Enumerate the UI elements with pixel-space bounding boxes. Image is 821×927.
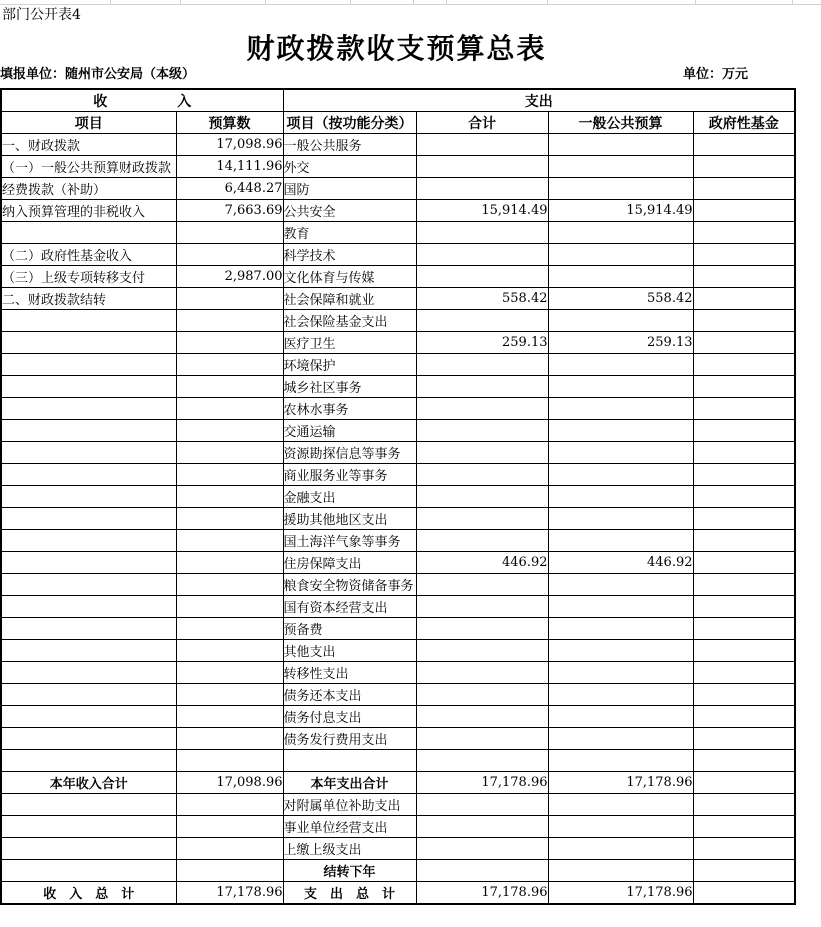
- expense-total-cell: [416, 706, 548, 728]
- expense-general-budget-cell: [548, 794, 693, 816]
- expense-total-cell: [416, 860, 548, 882]
- income-budget-amount-cell: [176, 442, 283, 464]
- expense-gov-fund-cell: [693, 266, 795, 288]
- expense-total-cell: 259.13: [416, 332, 548, 354]
- expense-general-budget-cell: [548, 266, 693, 288]
- income-budget-amount-cell: 17,178.96: [176, 882, 283, 905]
- income-budget-amount-cell: [176, 618, 283, 640]
- gridline-tick: [413, 0, 414, 4]
- expense-total-cell: [416, 222, 548, 244]
- expense-gov-fund-cell: [693, 376, 795, 398]
- expense-total-cell: [416, 640, 548, 662]
- expense-general-budget-cell: [548, 398, 693, 420]
- expense-general-budget-cell: [548, 134, 693, 156]
- income-item-cell: [1, 442, 176, 464]
- income-budget-amount-cell: [176, 530, 283, 552]
- expense-item-cell: 社会保障和就业: [283, 288, 416, 310]
- page-title: 财政拨款收支预算总表: [246, 32, 547, 65]
- expense-gov-fund-cell: [693, 442, 795, 464]
- table-row: [1, 222, 795, 244]
- table-row: [1, 266, 795, 288]
- expense-gov-fund-cell: [693, 486, 795, 508]
- expense-item-cell: 粮食安全物资储备事务: [283, 574, 416, 596]
- expense-gov-fund-cell: [693, 420, 795, 442]
- income-budget-amount-cell: [176, 464, 283, 486]
- expense-item-cell: 上缴上级支出: [283, 838, 416, 860]
- expense-general-budget-cell: 15,914.49: [548, 200, 693, 222]
- income-budget-amount-cell: [176, 486, 283, 508]
- table-row: [1, 750, 795, 772]
- table-row: [1, 618, 795, 640]
- expense-general-budget-cell: [548, 750, 693, 772]
- gridline-tick: [695, 0, 696, 4]
- table-row: [1, 442, 795, 464]
- expense-general-budget-cell: [548, 354, 693, 376]
- expense-general-budget-cell: 446.92: [548, 552, 693, 574]
- expense-general-budget-cell: [548, 486, 693, 508]
- expense-general-budget-cell: 558.42: [548, 288, 693, 310]
- expense-gov-fund-cell: [693, 552, 795, 574]
- expense-total-cell: [416, 420, 548, 442]
- group-header-row: [1, 89, 795, 112]
- income-item-cell: [1, 728, 176, 750]
- expense-gov-fund-cell: [693, 244, 795, 266]
- income-budget-amount-cell: 6,448.27: [176, 178, 283, 200]
- expense-total-cell: [416, 574, 548, 596]
- income-item-cell: [1, 420, 176, 442]
- expense-gov-fund-cell: [693, 596, 795, 618]
- expense-item-cell: 社会保险基金支出: [283, 310, 416, 332]
- expense-general-budget-cell: [548, 838, 693, 860]
- income-budget-amount-cell: 17,098.96: [176, 134, 283, 156]
- expense-total-cell: [416, 530, 548, 552]
- col-header-general-public-budget: 一般公共预算: [548, 112, 693, 134]
- expense-item-cell: 结转下年: [283, 860, 416, 882]
- table-row: [1, 574, 795, 596]
- expense-general-budget-cell: [548, 310, 693, 332]
- table-row: [1, 552, 795, 574]
- income-budget-amount-cell: [176, 574, 283, 596]
- expense-general-budget-cell: [548, 222, 693, 244]
- expense-general-budget-cell: [548, 640, 693, 662]
- income-item-cell: （一）一般公共预算财政拨款: [1, 156, 176, 178]
- income-item-cell: 本年收入合计: [1, 772, 176, 794]
- expense-item-cell: 外交: [283, 156, 416, 178]
- expense-general-budget-cell: 17,178.96: [548, 772, 693, 794]
- income-item-cell: 经费拨款（补助）: [1, 178, 176, 200]
- income-budget-amount-cell: [176, 728, 283, 750]
- income-item-cell: （二）政府性基金收入: [1, 244, 176, 266]
- gridline-tick: [446, 0, 447, 4]
- expense-gov-fund-cell: [693, 134, 795, 156]
- expense-gov-fund-cell: [693, 816, 795, 838]
- expense-total-cell: [416, 376, 548, 398]
- expense-general-budget-cell: [548, 662, 693, 684]
- income-item-cell: [1, 816, 176, 838]
- table-row: [1, 354, 795, 376]
- table-row: [1, 310, 795, 332]
- table-row: [1, 398, 795, 420]
- income-budget-amount-cell: [176, 398, 283, 420]
- expense-item-cell: 对附属单位补助支出: [283, 794, 416, 816]
- income-budget-amount-cell: [176, 288, 283, 310]
- expense-general-budget-cell: 259.13: [548, 332, 693, 354]
- expense-item-cell: 教育: [283, 222, 416, 244]
- expense-item-cell: 资源勘探信息等事务: [283, 442, 416, 464]
- expense-gov-fund-cell: [693, 860, 795, 882]
- expense-total-cell: [416, 398, 548, 420]
- expense-total-cell: [416, 310, 548, 332]
- col-header-budget-amount: 预算数: [176, 112, 283, 134]
- income-item-cell: [1, 354, 176, 376]
- expense-item-cell: 事业单位经营支出: [283, 816, 416, 838]
- expense-general-budget-cell: [548, 706, 693, 728]
- expense-gov-fund-cell: [693, 530, 795, 552]
- expense-total-cell: [416, 618, 548, 640]
- gridline-tick: [547, 0, 548, 4]
- expense-general-budget-cell: [548, 376, 693, 398]
- table-row: [1, 530, 795, 552]
- expense-total-cell: [416, 354, 548, 376]
- expense-total-cell: [416, 486, 548, 508]
- expense-total-cell: 17,178.96: [416, 772, 548, 794]
- expense-general-budget-cell: [548, 574, 693, 596]
- reporting-unit-label: 填报单位：随州市公安局（本级）: [0, 67, 196, 82]
- expense-item-cell: 国有资本经营支出: [283, 596, 416, 618]
- table-row: [1, 134, 795, 156]
- table-row: [1, 288, 795, 310]
- income-item-cell: [1, 486, 176, 508]
- income-budget-amount-cell: [176, 222, 283, 244]
- income-budget-amount-cell: [176, 640, 283, 662]
- income-item-cell: [1, 640, 176, 662]
- expense-item-cell: 国土海洋气象等事务: [283, 530, 416, 552]
- expense-item-cell: 债务发行费用支出: [283, 728, 416, 750]
- income-budget-amount-cell: 14,111.96: [176, 156, 283, 178]
- expense-item-cell: 城乡社区事务: [283, 376, 416, 398]
- expense-general-budget-cell: [548, 244, 693, 266]
- income-budget-amount-cell: [176, 376, 283, 398]
- expense-total-cell: [416, 464, 548, 486]
- meta-row: [0, 66, 793, 84]
- income-budget-amount-cell: [176, 552, 283, 574]
- expense-gov-fund-cell: [693, 178, 795, 200]
- expense-general-budget-cell: [548, 464, 693, 486]
- expense-gov-fund-cell: [693, 662, 795, 684]
- expense-general-budget-cell: [548, 816, 693, 838]
- expense-item-cell: 预备费: [283, 618, 416, 640]
- col-header-total: 合计: [416, 112, 548, 134]
- income-budget-amount-cell: [176, 244, 283, 266]
- expense-total-cell: [416, 838, 548, 860]
- expense-gov-fund-cell: [693, 750, 795, 772]
- income-item-cell: （三）上级专项转移支付: [1, 266, 176, 288]
- income-budget-amount-cell: [176, 310, 283, 332]
- expense-total-cell: [416, 596, 548, 618]
- column-header-row: [1, 112, 795, 134]
- expense-total-cell: [416, 794, 548, 816]
- expense-gov-fund-cell: [693, 838, 795, 860]
- expense-item-cell: 本年支出合计: [283, 772, 416, 794]
- expense-item-cell: 支 出 总 计: [283, 882, 416, 905]
- expense-item-cell: 环境保护: [283, 354, 416, 376]
- income-budget-amount-cell: [176, 508, 283, 530]
- gridline-tick: [792, 0, 793, 4]
- table-row: [1, 882, 795, 905]
- income-budget-amount-cell: [176, 816, 283, 838]
- expense-general-budget-cell: [548, 596, 693, 618]
- budget-table: [0, 88, 796, 905]
- expense-total-cell: [416, 750, 548, 772]
- income-item-cell: [1, 838, 176, 860]
- expense-total-cell: 558.42: [416, 288, 548, 310]
- expense-gov-fund-cell: [693, 464, 795, 486]
- gridline-tick: [265, 0, 266, 4]
- expense-item-cell: 国防: [283, 178, 416, 200]
- table-row: [1, 508, 795, 530]
- income-item-cell: [1, 376, 176, 398]
- income-budget-amount-cell: [176, 750, 283, 772]
- income-budget-amount-cell: [176, 860, 283, 882]
- table-row: [1, 486, 795, 508]
- expense-item-cell: 转移性支出: [283, 662, 416, 684]
- income-budget-amount-cell: 17,098.96: [176, 772, 283, 794]
- expense-item-cell: 文化体育与传媒: [283, 266, 416, 288]
- expense-item-cell: 住房保障支出: [283, 552, 416, 574]
- expense-total-cell: [416, 244, 548, 266]
- income-budget-amount-cell: [176, 420, 283, 442]
- expense-general-budget-cell: [548, 530, 693, 552]
- expense-gov-fund-cell: [693, 222, 795, 244]
- income-item-cell: [1, 398, 176, 420]
- income-budget-amount-cell: [176, 838, 283, 860]
- income-item-cell: [1, 706, 176, 728]
- table-row: [1, 332, 795, 354]
- income-item-cell: [1, 662, 176, 684]
- table-row: [1, 728, 795, 750]
- table-row: [1, 860, 795, 882]
- income-item-cell: [1, 310, 176, 332]
- table-row: [1, 794, 795, 816]
- table-row: [1, 684, 795, 706]
- expense-gov-fund-cell: [693, 156, 795, 178]
- income-item-cell: [1, 750, 176, 772]
- table-row: [1, 640, 795, 662]
- income-budget-amount-cell: 7,663.69: [176, 200, 283, 222]
- income-group-header: 收 入: [1, 89, 283, 112]
- expense-total-cell: [416, 156, 548, 178]
- income-item-cell: [1, 222, 176, 244]
- expense-total-cell: [416, 684, 548, 706]
- expense-gov-fund-cell: [693, 794, 795, 816]
- income-budget-amount-cell: [176, 596, 283, 618]
- expense-item-cell: 农林水事务: [283, 398, 416, 420]
- income-budget-amount-cell: [176, 684, 283, 706]
- table-row: [1, 838, 795, 860]
- income-budget-amount-cell: 2,987.00: [176, 266, 283, 288]
- expense-total-cell: [416, 134, 548, 156]
- expense-group-header: 支出: [283, 89, 795, 112]
- gridline-remnant-horizontal: [0, 4, 821, 5]
- income-item-cell: [1, 574, 176, 596]
- expense-total-cell: [416, 662, 548, 684]
- expense-gov-fund-cell: [693, 200, 795, 222]
- income-budget-amount-cell: [176, 332, 283, 354]
- expense-general-budget-cell: [548, 156, 693, 178]
- income-item-cell: [1, 552, 176, 574]
- income-budget-amount-cell: [176, 354, 283, 376]
- table-row: [1, 464, 795, 486]
- expense-total-cell: [416, 442, 548, 464]
- expense-item-cell: 金融支出: [283, 486, 416, 508]
- income-item-cell: [1, 618, 176, 640]
- income-item-cell: [1, 684, 176, 706]
- table-row: [1, 420, 795, 442]
- expense-item-cell: 其他支出: [283, 640, 416, 662]
- expense-item-cell: 交通运输: [283, 420, 416, 442]
- income-item-cell: [1, 464, 176, 486]
- expense-general-budget-cell: [548, 618, 693, 640]
- gridline-tick: [180, 0, 181, 4]
- table-number-label: 部门公开表4: [2, 7, 81, 23]
- income-item-cell: [1, 596, 176, 618]
- expense-gov-fund-cell: [693, 618, 795, 640]
- expense-item-cell: 商业服务业等事务: [283, 464, 416, 486]
- table-row: [1, 596, 795, 618]
- expense-general-budget-cell: [548, 728, 693, 750]
- expense-total-cell: 446.92: [416, 552, 548, 574]
- table-row: [1, 816, 795, 838]
- expense-gov-fund-cell: [693, 310, 795, 332]
- expense-item-cell: [283, 750, 416, 772]
- expense-gov-fund-cell: [693, 332, 795, 354]
- expense-gov-fund-cell: [693, 288, 795, 310]
- income-item-cell: [1, 332, 176, 354]
- income-item-cell: [1, 530, 176, 552]
- expense-gov-fund-cell: [693, 508, 795, 530]
- expense-gov-fund-cell: [693, 574, 795, 596]
- expense-general-budget-cell: [548, 420, 693, 442]
- expense-general-budget-cell: [548, 508, 693, 530]
- expense-gov-fund-cell: [693, 728, 795, 750]
- income-item-cell: [1, 508, 176, 530]
- table-row: [1, 772, 795, 794]
- expense-general-budget-cell: [548, 442, 693, 464]
- expense-general-budget-cell: 17,178.96: [548, 882, 693, 905]
- gridline-tick: [110, 0, 111, 4]
- expense-item-cell: 援助其他地区支出: [283, 508, 416, 530]
- expense-gov-fund-cell: [693, 684, 795, 706]
- unit-note-label: 单位：万元: [682, 67, 748, 82]
- expense-gov-fund-cell: [693, 354, 795, 376]
- expense-total-cell: 15,914.49: [416, 200, 548, 222]
- table-row: [1, 200, 795, 222]
- expense-item-cell: 公共安全: [283, 200, 416, 222]
- expense-gov-fund-cell: [693, 772, 795, 794]
- budget-table-body: [1, 134, 795, 905]
- income-item-cell: [1, 860, 176, 882]
- expense-gov-fund-cell: [693, 882, 795, 905]
- income-item-cell: 纳入预算管理的非税收入: [1, 200, 176, 222]
- col-header-expense-item: 项目（按功能分类）: [283, 112, 416, 134]
- income-budget-amount-cell: [176, 662, 283, 684]
- expense-gov-fund-cell: [693, 706, 795, 728]
- expense-item-cell: 科学技术: [283, 244, 416, 266]
- income-budget-amount-cell: [176, 794, 283, 816]
- expense-general-budget-cell: [548, 684, 693, 706]
- expense-total-cell: [416, 728, 548, 750]
- expense-item-cell: 一般公共服务: [283, 134, 416, 156]
- expense-item-cell: 债务还本支出: [283, 684, 416, 706]
- income-item-cell: [1, 794, 176, 816]
- income-item-cell: 一、财政拨款: [1, 134, 176, 156]
- table-row: [1, 178, 795, 200]
- expense-total-cell: [416, 508, 548, 530]
- income-item-cell: 二、财政拨款结转: [1, 288, 176, 310]
- col-header-gov-fund: 政府性基金: [693, 112, 795, 134]
- expense-total-cell: 17,178.96: [416, 882, 548, 905]
- expense-gov-fund-cell: [693, 640, 795, 662]
- gridline-tick: [350, 0, 351, 4]
- budget-table-header: [1, 89, 795, 134]
- table-row: [1, 156, 795, 178]
- table-row: [1, 244, 795, 266]
- table-row: [1, 706, 795, 728]
- income-budget-amount-cell: [176, 706, 283, 728]
- expense-item-cell: 医疗卫生: [283, 332, 416, 354]
- col-header-income-item: 项目: [1, 112, 176, 134]
- expense-gov-fund-cell: [693, 398, 795, 420]
- income-item-cell: 收 入 总 计: [1, 882, 176, 905]
- expense-total-cell: [416, 816, 548, 838]
- expense-item-cell: 债务付息支出: [283, 706, 416, 728]
- expense-general-budget-cell: [548, 860, 693, 882]
- expense-total-cell: [416, 266, 548, 288]
- table-row: [1, 376, 795, 398]
- table-row: [1, 662, 795, 684]
- expense-total-cell: [416, 178, 548, 200]
- expense-general-budget-cell: [548, 178, 693, 200]
